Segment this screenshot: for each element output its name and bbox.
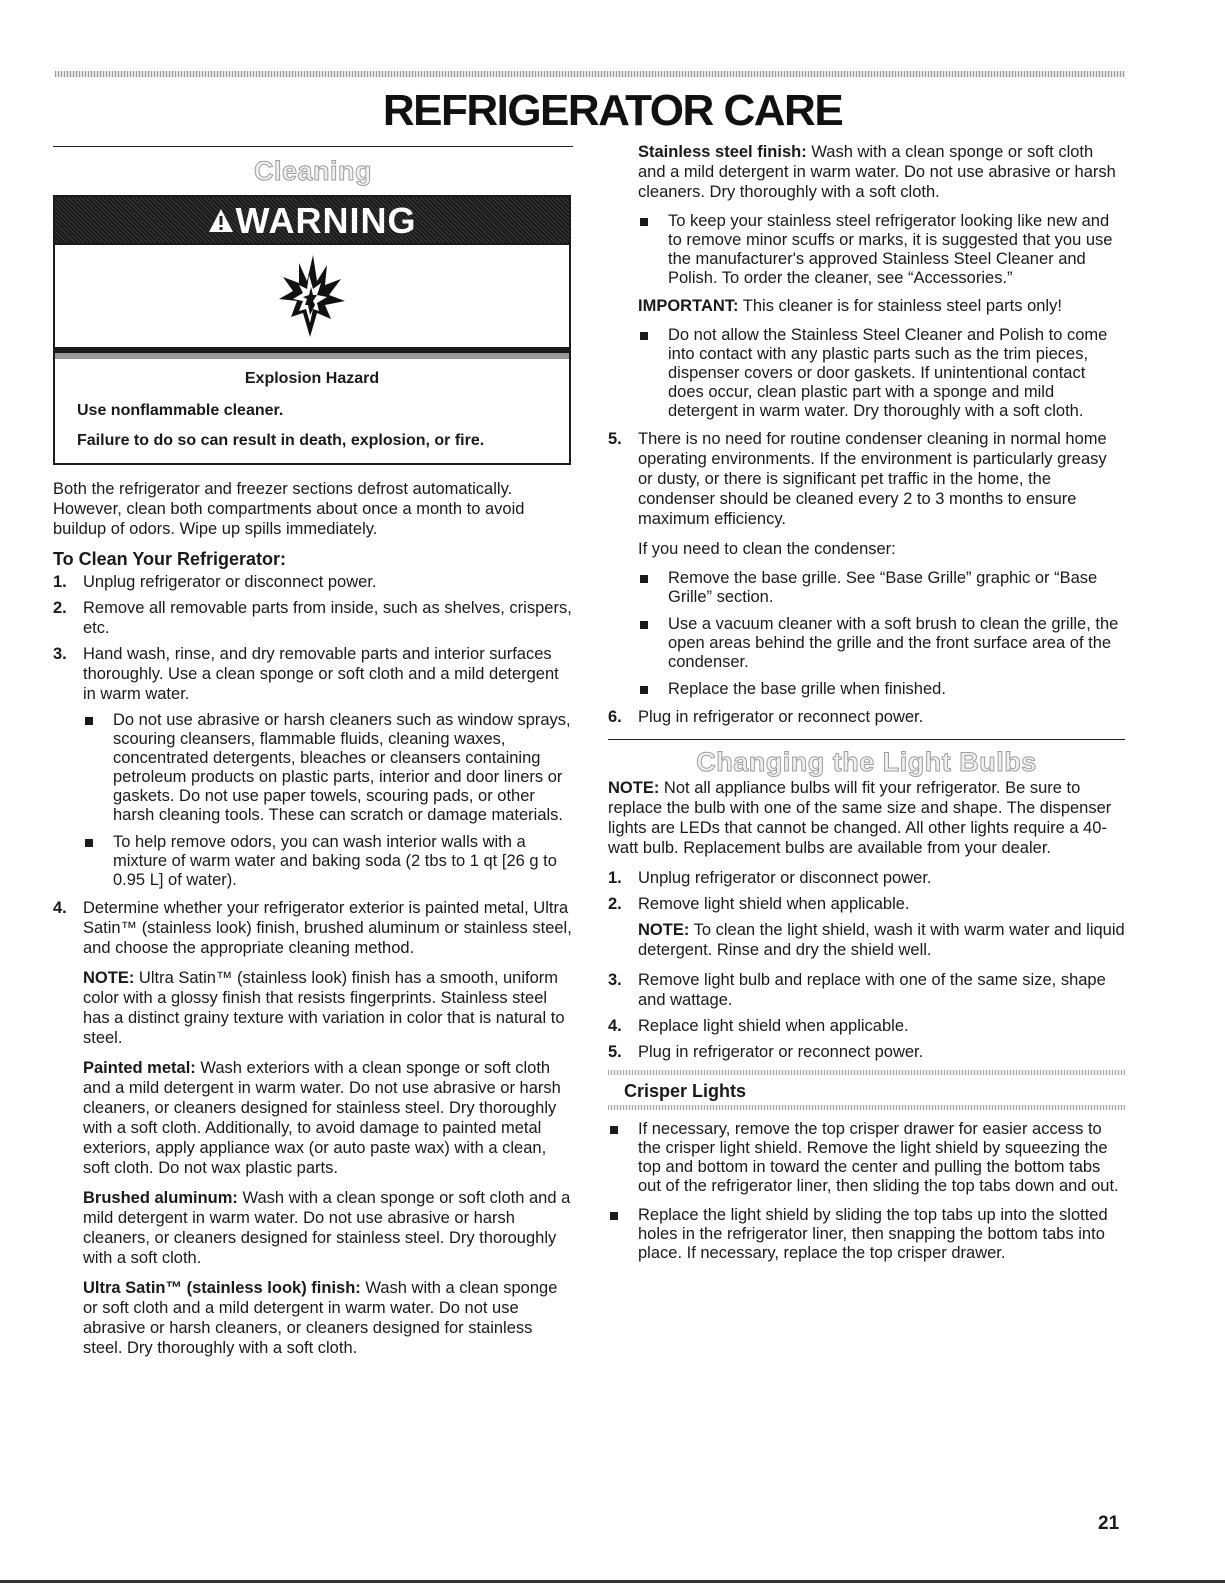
list-item xyxy=(53,598,573,638)
note-text: Ultra Satin™ (stainless look) finish has a smooth, uniform color with a glossy finish that resists fingerprints. Stainless steel has a distinct grainy texture with variation in color that is natural to steel. xyxy=(83,969,565,1047)
warning-triangle-icon xyxy=(208,208,234,234)
step-number: 4. xyxy=(53,899,67,917)
brushed-text: Wash with a clean sponge or soft cloth and a mild detergent in warm water. Do not use abrasive or harsh cleaners, or cleaners designed for stainless steel. Dry thoroughly with a soft cloth. xyxy=(83,1189,571,1267)
cleaning-steps xyxy=(53,572,573,1358)
bullet-icon xyxy=(640,218,648,226)
warning-box xyxy=(53,195,571,465)
crisper-heading-block xyxy=(608,1070,1125,1110)
list-item xyxy=(53,644,573,890)
list-item xyxy=(83,833,573,890)
step-number: 2. xyxy=(608,895,622,913)
list-item xyxy=(53,572,573,592)
note xyxy=(638,920,1125,960)
warning-header xyxy=(55,197,569,245)
clean-subheading: To Clean Your Refrigerator: xyxy=(53,549,287,569)
bullet-icon xyxy=(85,839,93,847)
bullet-icon xyxy=(640,621,648,629)
brushed-aluminum xyxy=(83,1188,573,1268)
note-label: NOTE: xyxy=(608,779,660,797)
step-number: 2. xyxy=(53,599,67,617)
list-item xyxy=(53,898,573,1358)
hatch-divider xyxy=(608,1105,1125,1110)
bullet-list xyxy=(83,711,573,890)
list-item xyxy=(608,429,1125,699)
list-item xyxy=(638,326,1125,421)
step-text: Remove light shield when applicable. xyxy=(638,895,910,913)
bulbs-heading: Changing the Light Bulbs xyxy=(696,747,1037,777)
step-text: Determine whether your refrigerator exterior is painted metal, Ultra Satin™ (stainless look) finish, brushed aluminum or stainless steel, and choose the appropriate cleaning method. xyxy=(83,899,572,957)
list-item xyxy=(638,615,1125,672)
note-label: NOTE: xyxy=(83,969,135,987)
warning-text xyxy=(55,353,569,463)
step-text: Hand wash, rinse, and dry removable parts and interior surfaces thoroughly. Use a clean sponge or soft cloth and a mild detergent in warm water. xyxy=(83,645,559,703)
bullet-text: Remove the base grille. See “Base Grille” graphic or “Base Grille” section. xyxy=(668,569,1098,606)
step-number: 1. xyxy=(608,869,622,887)
bullet-list xyxy=(638,326,1125,421)
painted-label: Painted metal: xyxy=(83,1059,196,1077)
step-number: 3. xyxy=(53,645,67,663)
warning-line-1: Use nonflammable cleaner. xyxy=(77,402,284,419)
list-item xyxy=(608,1042,1125,1062)
cleaning-steps-continued xyxy=(608,429,1125,727)
bullet-icon xyxy=(640,575,648,583)
bullet-text: To keep your stainless steel refrigerator looking like new and to remove minor scuffs or marks, it is suggested that you use the manufacturer's approved Stainless Steel Cleaner and Polish. To order the cleaner, see “Accessories.” xyxy=(668,212,1113,287)
step-text: Remove all removable parts from inside, such as shelves, crispers, etc. xyxy=(83,599,572,637)
ultra-label: Ultra Satin™ (stainless look) finish: xyxy=(83,1279,361,1297)
warning-line-2: Failure to do so can result in death, explosion, or fire. xyxy=(77,432,485,449)
crisper-list xyxy=(608,1120,1125,1263)
note-label: NOTE: xyxy=(638,921,690,939)
ultra-text: Wash with a clean sponge or soft cloth and a mild detergent in warm water. Do not use abrasive or harsh cleaners, or cleaners designed for stainless steel. Dry thoroughly with a soft cloth. xyxy=(83,1279,558,1357)
hazard-name: Explosion Hazard xyxy=(244,370,380,387)
bullet-icon xyxy=(640,686,648,694)
bullet-text: Use a vacuum cleaner with a soft brush to clean the grille, the open areas behind the grille and the front surface area of the condenser. xyxy=(668,615,1119,671)
step-number: 6. xyxy=(608,708,622,726)
bullet-icon xyxy=(610,1212,618,1220)
explosion-icon xyxy=(55,245,569,353)
bullet-text: If necessary, remove the top crisper drawer for easier access to the crisper light shield. Remove the light shield by squeezing the top and bottom in toward the center and pulling the bottom tabs out of the refrigerator liner, then sliding the top tabs down and out. xyxy=(638,1120,1119,1195)
english-side-tab xyxy=(1155,585,1193,765)
list-item xyxy=(608,1120,1125,1196)
right-column xyxy=(608,142,1125,1271)
section-rule xyxy=(53,146,573,147)
step-text: Unplug refrigerator or disconnect power. xyxy=(638,869,932,887)
step-text: Plug in refrigerator or reconnect power. xyxy=(638,1043,924,1061)
list-item xyxy=(608,707,1125,727)
bullet-text: Do not use abrasive or harsh cleaners such as window sprays, scouring cleansers, flammable fluids, cleaning waxes, concentrated detergents, bleaches or cleansers containing petroleum products on plastic parts, interior and door liners or gaskets. Do not use paper towels, scouring pads, or other harsh cleaning tools. These can scratch or damage materials. xyxy=(113,711,571,824)
note-text: Not all appliance bulbs will fit your refrigerator. Be sure to replace the bulb with one of the same size and shape. The dispenser lights are LEDs that cannot be changed. All other lights require a 40-watt bulb. Replacement bulbs are available from your dealer. xyxy=(608,779,1112,857)
list-item xyxy=(638,569,1125,607)
step-text: Unplug refrigerator or disconnect power. xyxy=(83,573,377,591)
page-number: 21 xyxy=(1098,1513,1120,1534)
important-label: IMPORTANT: xyxy=(638,297,739,315)
important-text: This cleaner is for stainless steel parts only! xyxy=(738,297,1062,315)
page-title: REFRIGERATOR CARE xyxy=(382,86,843,135)
cleaning-heading: Cleaning xyxy=(253,156,372,186)
painted-text: Wash exteriors with a clean sponge or soft cloth and a mild detergent in warm water. Do not use abrasive or harsh cleaners, or cleaners designed for stainless steel. Dry thoroughly with a soft cloth. Additionally, to avoid damage to painted metal exteriors, apply appliance wax (or auto paste wax) with a clean, soft cloth. Do not wax plastic parts. xyxy=(83,1059,561,1177)
section-rule xyxy=(608,739,1125,740)
note-text: To clean the light shield, wash it with warm water and liquid detergent. Rinse and dry the shield well. xyxy=(638,921,1125,959)
bullet-icon xyxy=(85,717,93,725)
list-item xyxy=(638,680,1125,699)
painted-metal xyxy=(83,1058,573,1178)
bullet-list xyxy=(638,569,1125,699)
step-text: There is no need for routine condenser cleaning in normal home operating environments. If the environment is particularly greasy or dusty, or there is significant pet traffic in the home, the condenser should be cleaned every 2 to 3 months to ensure maximum efficiency. xyxy=(638,430,1107,528)
crisper-heading: Crisper Lights xyxy=(624,1081,747,1101)
important xyxy=(638,296,1125,316)
list-item xyxy=(638,212,1125,288)
stainless-label: Stainless steel finish: xyxy=(638,143,807,161)
step-text: Remove light bulb and replace with one of the same size, shape and wattage. xyxy=(638,971,1106,1009)
ultra-satin xyxy=(83,1278,573,1358)
list-item xyxy=(608,894,1125,960)
list-item xyxy=(608,970,1125,1010)
bullet-icon xyxy=(610,1126,618,1134)
step-subtext: If you need to clean the condenser: xyxy=(638,540,896,558)
step-text: Plug in refrigerator or reconnect power. xyxy=(638,708,924,726)
step-text: Replace light shield when applicable. xyxy=(638,1017,909,1035)
bullet-list xyxy=(638,212,1125,288)
bullet-text: To help remove odors, you can wash interior walls with a mixture of warm water and baking soda (2 tbs to 1 qt [26 g to 0.95 L] of water). xyxy=(113,833,557,889)
brushed-label: Brushed aluminum: xyxy=(83,1189,238,1207)
note xyxy=(83,968,573,1048)
stainless-text: Wash with a clean sponge or soft cloth and a mild detergent in warm water. Do not use abrasive or harsh cleaners. Dry thoroughly with a soft cloth. xyxy=(638,143,1116,201)
step-number: 1. xyxy=(53,573,67,591)
bulb-steps xyxy=(608,868,1125,1062)
left-column xyxy=(53,146,573,1368)
list-item xyxy=(83,711,573,825)
bottom-bar xyxy=(0,1580,1225,1583)
top-decorative-bar xyxy=(55,71,1125,77)
bullet-text: Replace the base grille when finished. xyxy=(668,680,946,698)
bullet-text: Replace the light shield by sliding the top tabs up into the slotted holes in the refrigerator liner, then snapping the bottom tabs into place. If necessary, replace the top crisper drawer. xyxy=(638,1206,1108,1262)
step-number: 5. xyxy=(608,430,622,448)
stainless-block xyxy=(608,142,1125,421)
step-number: 3. xyxy=(608,971,622,989)
bullet-icon xyxy=(640,332,648,340)
step-number: 4. xyxy=(608,1017,622,1035)
stainless-finish xyxy=(638,142,1125,202)
list-item xyxy=(608,1206,1125,1263)
bullet-text: Do not allow the Stainless Steel Cleaner and Polish to come into contact with any plastic parts such as the trim pieces, dispenser covers or door gaskets. If unintentional contact does occur, clean plastic part with a sponge and mild detergent in warm water. Dry thoroughly with a soft cloth. xyxy=(668,326,1108,420)
list-item xyxy=(608,868,1125,888)
cleaning-intro: Both the refrigerator and freezer sections defrost automatically. However, clean both compartments about once a month to avoid buildup of odors. Wipe up spills immediately. xyxy=(53,480,525,538)
bulbs-note xyxy=(608,778,1125,858)
step-number: 5. xyxy=(608,1043,622,1061)
warning-heading: WARNING xyxy=(235,200,417,241)
list-item xyxy=(608,1016,1125,1036)
